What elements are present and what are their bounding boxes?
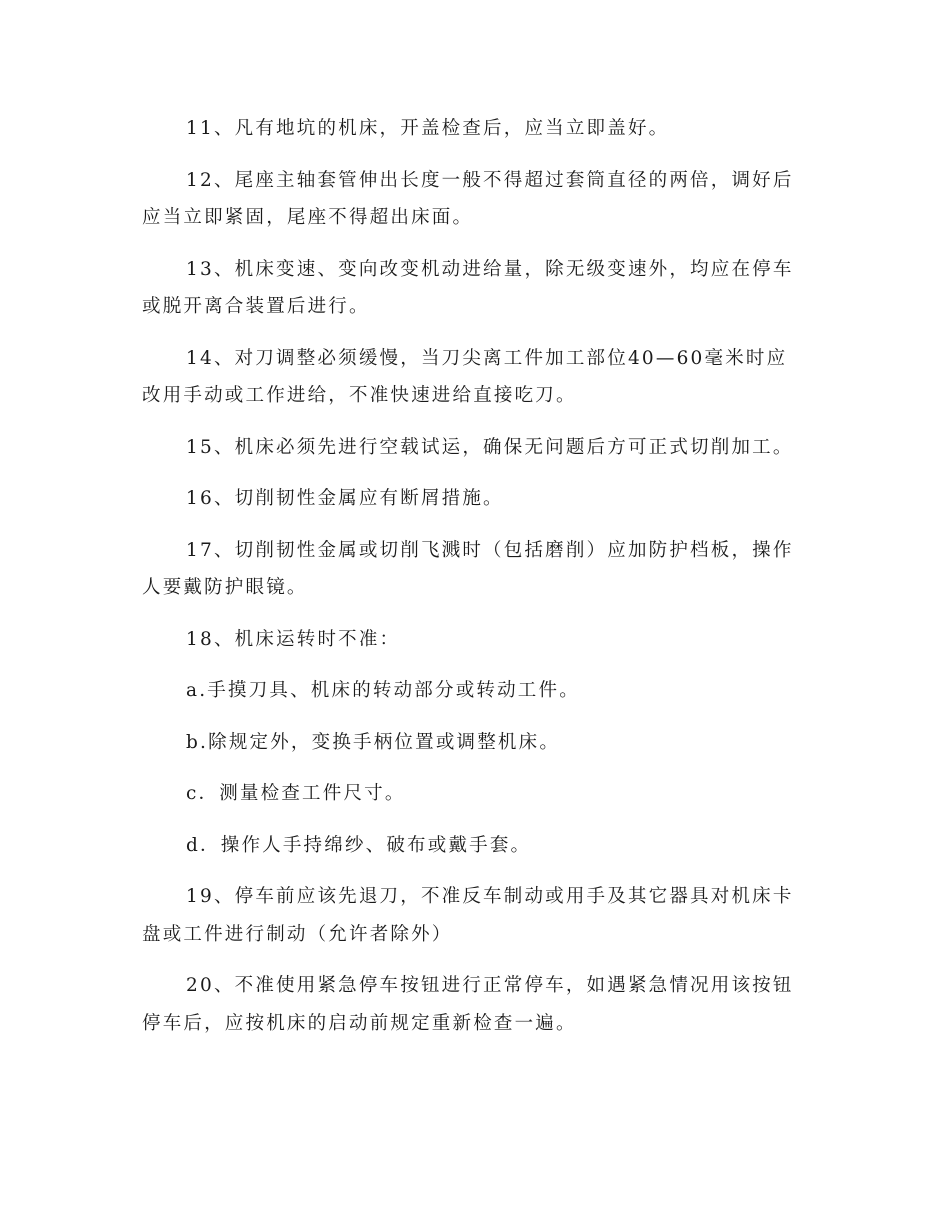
paragraph-14: 14、对刀调整必须缓慢，当刀尖离工件加工部位40—60毫米时应改用手动或工作进给，不准快速进给直接吃刀。 [142,347,788,406]
paragraph-12: 12、尾座主轴套管伸出长度一般不得超过套筒直径的两倍，调好后应当立即紧固，尾座不得超出床面。 [142,169,794,228]
paragraph-13: 13、机床变速、变向改变机动进给量，除无级变速外，均应在停车或脱开离合装置后进行。 [142,258,794,317]
paragraph-20: 20、不准使用紧急停车按钮进行正常停车，如遇紧急情况用该按钮停车后，应按机床的启动前规定重新检查一遍。 [142,975,794,1034]
paragraph-18: 18、机床运转时不准： [186,628,401,650]
list-item-b: b.除规定外，变换手柄位置或调整机床。 [186,731,561,753]
paragraph-17: 17、切削韧性金属或切削飞溅时（包括磨削）应加防护档板，操作人要戴防护眼镜。 [142,539,794,598]
paragraph-11: 11、凡有地坑的机床，开盖检查后，应当立即盖好。 [186,118,670,139]
paragraph-19: 19、停车前应该先退刀，不准反车制动或用手及其它器具对机床卡盘或工件进行制动（允许者除外） [142,886,794,945]
list-item-d: d．操作人手持绵纱、破布或戴手套。 [186,834,532,856]
list-item-c: c．测量检查工件尺寸。 [186,783,406,804]
paragraph-15: 15、机床必须先进行空载试运，确保无问题后方可正式切削加工。 [186,436,794,458]
document-page [142,110,802,1056]
list-item-a: a.手摸刀具、机床的转动部分或转动工件。 [186,680,580,701]
paragraph-16: 16、切削韧性金属应有断屑措施。 [186,488,504,509]
